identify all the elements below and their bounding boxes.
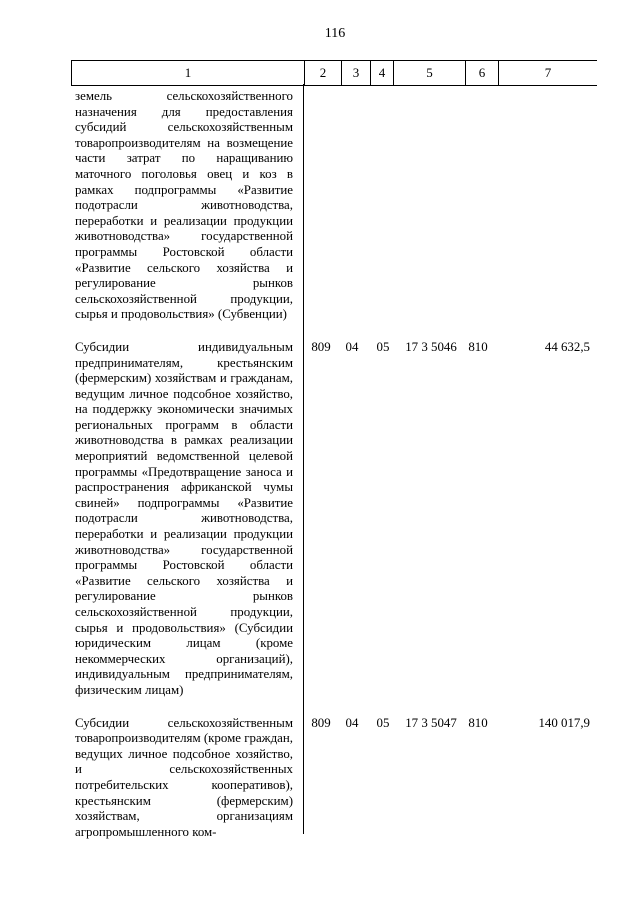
cell-target-article: 17 3 5047 — [405, 715, 457, 730]
cell-amount: 140 017,9 — [538, 715, 590, 730]
table-row — [71, 340, 604, 699]
cell-ministry-code: 809 — [311, 339, 331, 354]
column-header-5: 5 — [394, 61, 466, 86]
page-number: 116 — [324, 26, 346, 41]
column-header-4: 4 — [371, 61, 394, 86]
cell-expense-type: 810 — [468, 339, 488, 354]
cell-expense-type: 810 — [468, 715, 488, 730]
row-description: Субсидии сельскохозяйственным товаропроизводителям (кроме граждан, ведущих личное подсобное хозяйство, и сельскохозяйственных потребительских кооперативов), крестьянским (фермерским) хозяйствам, организациям агропромышленного ком- — [75, 715, 293, 839]
row-description: земель сельскохозяйственного назначения для предоставления субсидий сельскохозяйственным товаропроизводителям на возмещение части затрат по наращиванию маточного поголовья овец и коз в рамках подпрограммы «Развитие подотрасли животноводства, переработки и реализации продукции животноводства» государственной программы Ростовской области «Развитие сельского хозяйства и регулирование рынков сельскохозяйственной продукции, сырья и продовольствия» (Субвенции) — [75, 89, 293, 322]
table-row — [71, 89, 604, 323]
row-description: Субсидии индивидуальным предпринимателям, крестьянским (фермерским) хозяйствам и гражданам, ведущим личное подсобное хозяйство, на поддержку экономически значимых региональных программ в области животноводства в рамках реализации мероприятий ведомственной целевой программы «Предотвращение заноса и распространения африканской чумы свиней» подпрограммы «Развитие подотрасли животноводства, переработки и реализации продукции животноводства» государственной программы Ростовской области «Развитие сельского хозяйства и регулирование рынков сельскохозяйственной продукции, сырья и продовольствия» (Субсидии юридическим лицам (кроме некоммерческих организаций), индивидуальным предпринимателям, физическим лицам) — [75, 339, 293, 697]
column-header-6: 6 — [466, 61, 499, 86]
column-header-1: 1 — [72, 61, 305, 86]
table-body — [71, 89, 604, 857]
cell-target-article: 17 3 5046 — [405, 339, 457, 354]
column-header-2: 2 — [305, 61, 342, 86]
column-header-7: 7 — [499, 61, 598, 86]
cell-subsection: 05 — [376, 715, 390, 730]
table-row — [71, 716, 604, 841]
cell-subsection: 05 — [376, 339, 390, 354]
column-header-3: 3 — [342, 61, 371, 86]
cell-section: 04 — [345, 339, 359, 354]
cell-section: 04 — [345, 715, 359, 730]
cell-amount: 44 632,5 — [544, 339, 590, 354]
column-header-table — [71, 60, 597, 86]
cell-ministry-code: 809 — [311, 715, 331, 730]
